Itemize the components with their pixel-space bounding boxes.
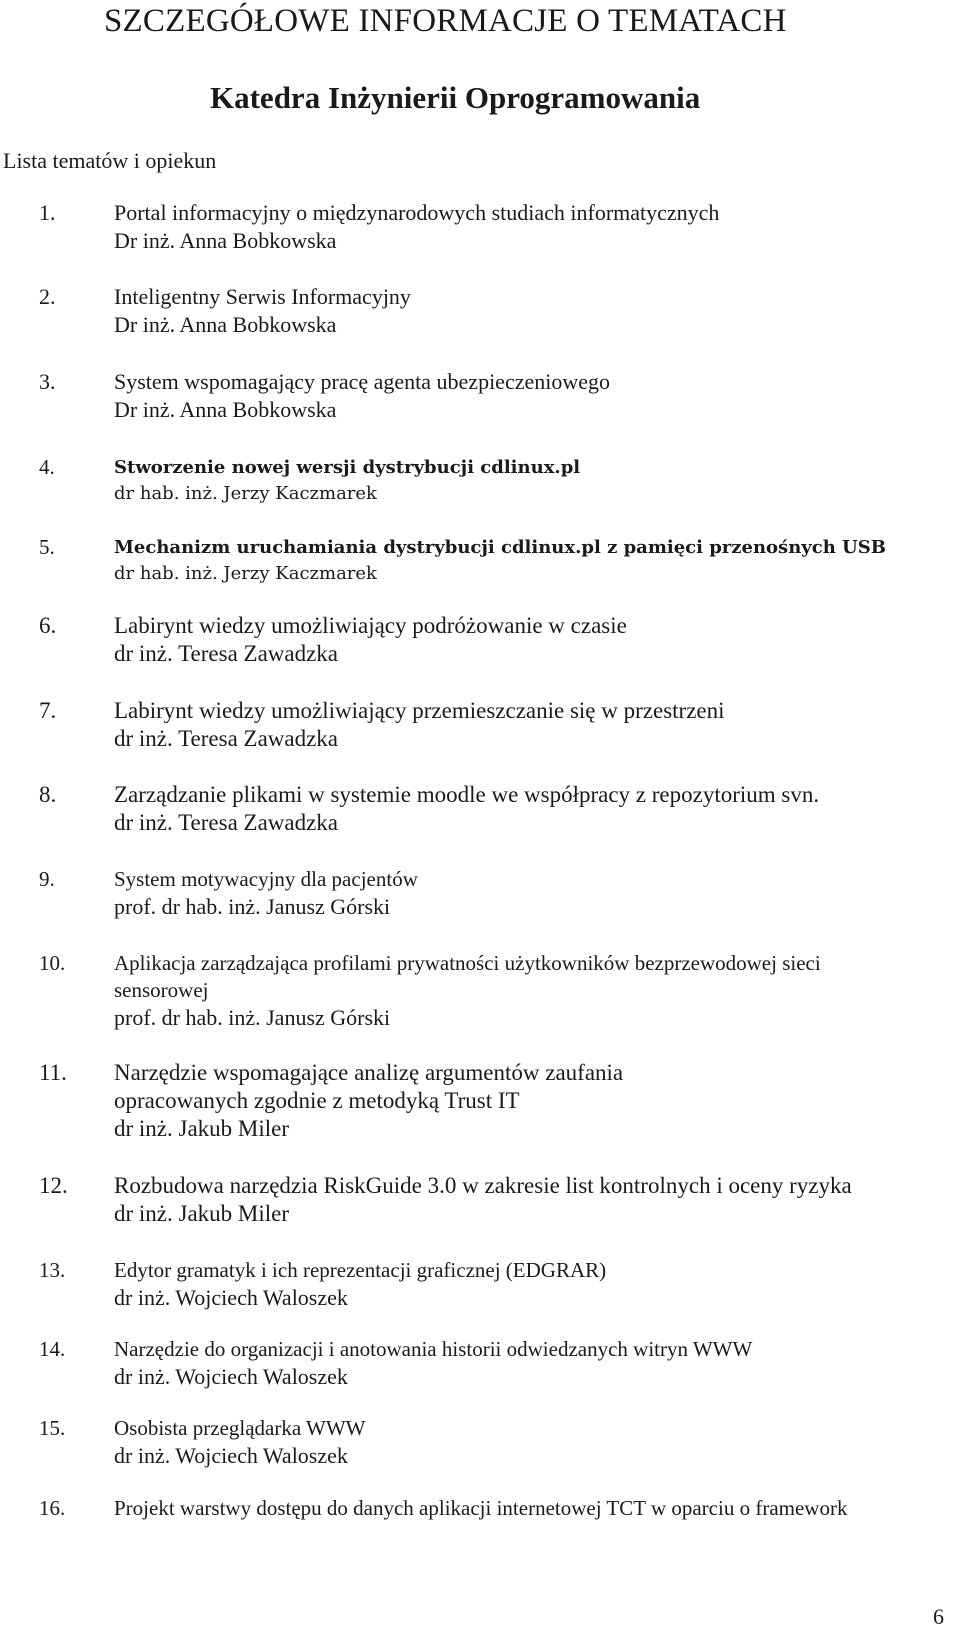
topic-number: 14. xyxy=(39,1337,66,1361)
topic-number: 16. xyxy=(39,1496,66,1520)
topic-number: 10. xyxy=(39,951,66,975)
department-name: Katedra Inżynierii Oprogramowania xyxy=(210,80,701,115)
topic-supervisor: dr inż. Teresa Zawadzka xyxy=(114,726,339,751)
topic-title: Labirynt wiedzy umożliwiający podróżowanie w czasie xyxy=(114,613,627,638)
document-title: SZCZEGÓŁOWE INFORMACJE O TEMATACH xyxy=(104,3,787,39)
topic-supervisor: dr inż. Teresa Zawadzka xyxy=(114,810,339,835)
topic-title: Portal informacyjny o międzynarodowych studiach informatycznych xyxy=(114,200,720,225)
topic-supervisor: dr inż. Teresa Zawadzka xyxy=(114,641,339,666)
topic-title-continued: sensorowej xyxy=(114,978,209,1002)
topic-title: Zarządzanie plikami w systemie moodle we współpracy z repozytorium svn. xyxy=(114,782,820,807)
topic-supervisor: dr inż. Jakub Miler xyxy=(114,1116,290,1141)
topic-supervisor: prof. dr hab. inż. Janusz Górski xyxy=(114,1005,391,1030)
page-number: 6 xyxy=(933,1604,944,1629)
topic-number: 1. xyxy=(39,200,56,225)
topic-number: 8. xyxy=(39,782,57,807)
topic-supervisor: dr inż. Wojciech Waloszek xyxy=(114,1364,348,1389)
topic-number: 9. xyxy=(39,867,55,891)
topic-number: 13. xyxy=(39,1258,66,1282)
topic-supervisor: prof. dr hab. inż. Janusz Górski xyxy=(114,894,391,919)
topic-title: Osobista przeglądarka WWW xyxy=(114,1416,366,1440)
topic-supervisor: Dr inż. Anna Bobkowska xyxy=(114,228,337,253)
topic-number: 12. xyxy=(39,1173,68,1198)
topic-title: Narzędzie do organizacji i anotowania historii odwiedzanych witryn WWW xyxy=(114,1337,753,1361)
topic-title: System wspomagający pracę agenta ubezpieczeniowego xyxy=(114,369,611,394)
topic-title: Rozbudowa narzędzia RiskGuide 3.0 w zakresie list kontrolnych i oceny ryzyka xyxy=(114,1173,852,1198)
topic-number: 15. xyxy=(39,1416,66,1440)
topic-supervisor: Dr inż. Anna Bobkowska xyxy=(114,312,337,337)
topic-supervisor: Dr inż. Anna Bobkowska xyxy=(114,397,337,422)
topic-supervisor: dr hab. inż. Jerzy Kaczmarek xyxy=(114,483,377,504)
topic-title: Inteligentny Serwis Informacyjny xyxy=(114,284,411,309)
topic-title: System motywacyjny dla pacjentów xyxy=(114,867,418,891)
topic-title: Aplikacja zarządzająca profilami prywatności użytkowników bezprzewodowej sieci xyxy=(114,951,821,975)
topic-title: Labirynt wiedzy umożliwiający przemieszczanie się w przestrzeni xyxy=(114,698,725,723)
topic-supervisor: dr hab. inż. Jerzy Kaczmarek xyxy=(114,563,377,584)
topic-supervisor: dr inż. Wojciech Waloszek xyxy=(114,1443,348,1468)
topic-number: 6. xyxy=(39,613,57,638)
topic-title: Projekt warstwy dostępu do danych aplikacji internetowej TCT w oparciu o framework xyxy=(114,1496,848,1520)
topic-title: Edytor gramatyk i ich reprezentacji graficznej (EDGRAR) xyxy=(114,1258,607,1282)
topic-title-continued: opracowanych zgodnie z metodyką Trust IT xyxy=(114,1088,520,1113)
topic-number: 2. xyxy=(39,284,56,309)
topic-number: 5. xyxy=(39,535,55,559)
topic-number: 3. xyxy=(39,369,56,394)
topic-supervisor: dr inż. Wojciech Waloszek xyxy=(114,1285,348,1310)
topic-number: 7. xyxy=(39,698,57,723)
list-intro: Lista tematów i opiekun xyxy=(3,148,217,173)
topic-title: Stworzenie nowej wersji dystrybucji cdlinux.pl xyxy=(114,457,581,478)
topic-title: Mechanizm uruchamiania dystrybucji cdlinux.pl z pamięci przenośnych USB xyxy=(114,537,886,558)
topic-number: 11. xyxy=(39,1060,67,1085)
topic-number: 4. xyxy=(39,455,55,479)
topic-title: Narzędzie wspomagające analizę argumentów zaufania xyxy=(114,1060,624,1085)
topic-supervisor: dr inż. Jakub Miler xyxy=(114,1201,290,1226)
